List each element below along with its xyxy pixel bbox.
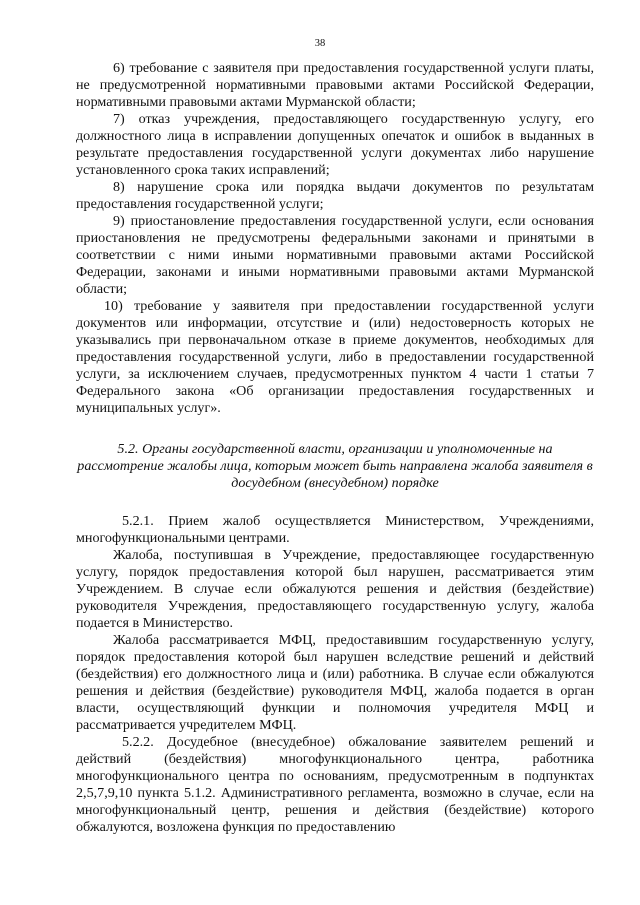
paragraph-5-2-2: 5.2.2. Досудебное (внесудебное) обжалование заявителем решений и действий (бездействия) многофункционального центра, работника многофункционального центра по основаниям, предусмотренным в подпунктах 2,5,7,9,10 пункта 5.1.2. Административного регламента, возможно в случае, если на многофункциональный центр, решения и действия (бездействие) которого обжалуются, возложена функция по предоставлению [76,734,594,835]
list-item-6: 6) требование с заявителя при предоставления государственной услуги платы, не предусмотренной нормативными правовыми актами Российской Федерации, нормативными правовыми актами Мурманской области; [76,60,594,110]
paragraph-5-2-1: 5.2.1. Прием жалоб осуществляется Министерством, Учреждениями, многофункциональными центрами. [76,513,594,546]
paragraph-complaint-mfc: Жалоба рассматривается МФЦ, предоставившим государственную услугу, порядок предоставления которой был нарушен вследствие решений и действий (бездействия) его должностного лица и (или) работника. В случае если обжалуются решения и действия (бездействие) руководителя МФЦ, жалоба подается в орган власти, осуществляющий функции и полномочия учредителя МФЦ и рассматривается учредителем МФЦ. [76,632,594,733]
list-item-7: 7) отказ учреждения, предоставляющего государственную услугу, его должностного лица в исправлении допущенных опечаток и ошибок в выданных в результате предоставления государственной услуги документах либо нарушение установленного срока таких исправлений; [76,111,594,178]
section-5-2-body [76,513,594,836]
list-item-10: 10) требование у заявителя при предоставлении государственной услуги документов или информации, отсутствие и (или) недостоверность которых не указывались при первоначальном отказе в приеме документов, необходимых для предоставления государственной услуги, либо в предоставлении государственной услуги, за исключением случаев, предусмотренных пунктом 4 части 1 статьи 7 Федерального закона «Об организации предоставления государственных и муниципальных услуг». [76,298,594,416]
list-item-9: 9) приостановление предоставления государственной услуги, если основания приостановления не предусмотрены федеральными законами и принятыми в соответствии с ними иными нормативными правовыми актами Российской Федерации, законами и иными нормативными правовыми актами Мурманской области; [76,213,594,297]
section-heading-5-2: 5.2. Органы государственной власти, организации и уполномоченные на рассмотрение жалобы лица, которым может быть направлена жалоба заявителя в досудебном (внесудебном) порядке [77,441,593,491]
complaint-grounds-list [76,60,594,417]
list-item-8: 8) нарушение срока или порядка выдачи документов по результатам предоставления государственной услуги; [76,179,594,212]
page-number: 38 [314,38,326,49]
paragraph-complaint-institution: Жалоба, поступившая в Учреждение, предоставляющее государственную услугу, порядок предоставления которой был нарушен, рассматривается этим Учреждением. В случае если обжалуются решения и действия (бездействие) руководителя Учреждения, предоставляющего государственную услугу, жалоба подается в Министерство. [76,547,594,631]
